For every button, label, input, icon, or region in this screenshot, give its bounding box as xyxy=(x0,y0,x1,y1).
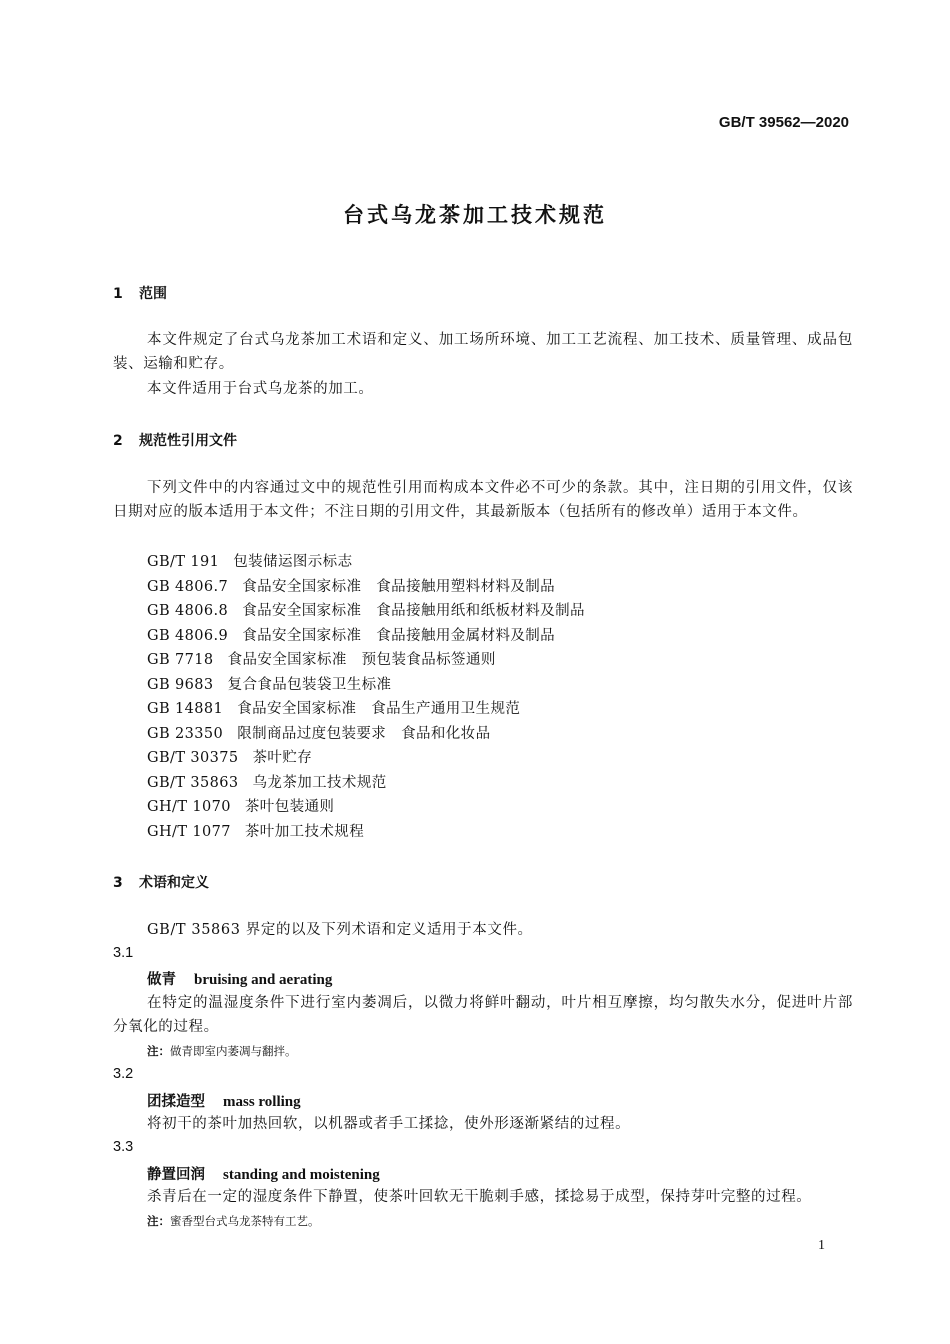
paragraph: GB/T 35863 界定的以及下列术语和定义适用于本文件。 xyxy=(147,922,533,938)
reference-title: 茶叶包装通则 xyxy=(244,799,335,815)
clause-number: 3.1 xyxy=(113,945,134,961)
section-title: 范围 xyxy=(139,286,167,302)
term-heading xyxy=(147,968,332,989)
reference-title: 食品安全国家标准 食品生产通用卫生规范 xyxy=(237,701,521,717)
note-text: 蜜香型台式乌龙茶特有工艺。 xyxy=(170,1214,320,1228)
paragraph: 本文件规定了台式乌龙茶加工术语和定义、加工场所环境、加工工艺流程、加工技术、质量管理、成品包装、运输和贮存。 xyxy=(113,332,853,372)
reference-item xyxy=(147,550,352,571)
paragraph: 下列文件中的内容通过文中的规范性引用而构成本文件必不可少的条款。其中，注日期的引用文件，仅该日期对应的版本适用于本文件；不注日期的引用文件，其最新版本（包括所有的修改单）适用于本文件。 xyxy=(113,480,853,520)
document-title: 台式乌龙茶加工技术规范 xyxy=(343,203,607,227)
note xyxy=(147,1043,297,1059)
reference-title: 茶叶加工技术规程 xyxy=(244,824,365,840)
term-definition: 在特定的温湿度条件下进行室内萎凋后，以微力将鲜叶翻动，叶片相互摩擦，均匀散失水分，促进叶片部分氧化的过程。 xyxy=(113,995,853,1035)
reference-item xyxy=(147,697,520,718)
clause-number: 3.3 xyxy=(113,1139,134,1155)
term-definition: 将初干的茶叶加热回软，以机器或者手工揉捻，使外形逐渐紧结的过程。 xyxy=(147,1116,631,1132)
note-label: 注： xyxy=(147,1044,170,1058)
section-2-heading xyxy=(113,430,237,450)
reference-title: 食品安全国家标准 预包装食品标签通则 xyxy=(227,652,496,668)
section-title: 规范性引用文件 xyxy=(139,433,237,449)
term-en: standing and moistening xyxy=(223,1167,380,1183)
reference-item xyxy=(147,746,312,767)
reference-code: GB 4806.9 xyxy=(147,628,229,644)
reference-code: GB/T 191 xyxy=(147,554,220,570)
reference-code: GB 4806.7 xyxy=(147,579,229,595)
reference-title: 食品安全国家标准 食品接触用塑料材料及制品 xyxy=(242,579,556,595)
reference-item xyxy=(147,624,555,645)
note xyxy=(147,1213,320,1229)
reference-code: GB 7718 xyxy=(147,652,214,668)
reference-title: 茶叶贮存 xyxy=(252,750,313,766)
term-heading xyxy=(147,1090,301,1111)
reference-code: GB/T 30375 xyxy=(147,750,239,766)
reference-code: GB 23350 xyxy=(147,726,224,742)
section-title: 术语和定义 xyxy=(139,875,209,891)
reference-item xyxy=(147,648,496,669)
term-heading xyxy=(147,1163,380,1184)
term-zh: 团揉造型 xyxy=(147,1094,205,1110)
section-number: 1 xyxy=(113,286,123,302)
note-label: 注： xyxy=(147,1214,170,1228)
section-3-heading xyxy=(113,872,209,892)
reference-code: GB 4806.8 xyxy=(147,603,229,619)
section-1-heading xyxy=(113,283,167,303)
term-definition: 杀青后在一定的湿度条件下静置，使茶叶回软无干脆刺手感，揉捻易于成型，保持芽叶完整的过程。 xyxy=(147,1189,812,1205)
reference-code: GB 9683 xyxy=(147,677,214,693)
term-en: mass rolling xyxy=(223,1094,301,1110)
reference-item xyxy=(147,722,491,743)
reference-title: 复合食品包装袋卫生标准 xyxy=(227,677,392,693)
reference-title: 限制商品过度包装要求 食品和化妆品 xyxy=(237,726,491,742)
reference-title: 食品安全国家标准 食品接触用金属材料及制品 xyxy=(242,628,556,644)
reference-code: GH/T 1070 xyxy=(147,799,231,815)
section-number: 3 xyxy=(113,875,123,891)
reference-item xyxy=(147,599,585,620)
standard-number: GB/T 39562—2020 xyxy=(718,114,849,131)
reference-item xyxy=(147,820,364,841)
reference-code: GB 14881 xyxy=(147,701,224,717)
reference-title: 乌龙茶加工技术规范 xyxy=(252,775,387,791)
paragraph: 本文件适用于台式乌龙茶的加工。 xyxy=(147,381,374,397)
reference-item xyxy=(147,771,387,792)
section-number: 2 xyxy=(113,433,123,449)
reference-item xyxy=(147,795,334,816)
term-en: bruising and aerating xyxy=(194,972,333,988)
page-number: 1 xyxy=(818,1238,825,1253)
reference-title: 包装储运图示标志 xyxy=(233,554,353,570)
reference-item xyxy=(147,673,391,694)
clause-number: 3.2 xyxy=(113,1066,134,1082)
term-zh: 静置回润 xyxy=(147,1167,205,1183)
reference-code: GH/T 1077 xyxy=(147,824,231,840)
reference-item xyxy=(147,575,555,596)
note-text: 做青即室内萎凋与翻拌。 xyxy=(170,1044,297,1058)
reference-code: GB/T 35863 xyxy=(147,775,239,791)
term-zh: 做青 xyxy=(147,972,176,988)
reference-title: 食品安全国家标准 食品接触用纸和纸板材料及制品 xyxy=(242,603,585,619)
